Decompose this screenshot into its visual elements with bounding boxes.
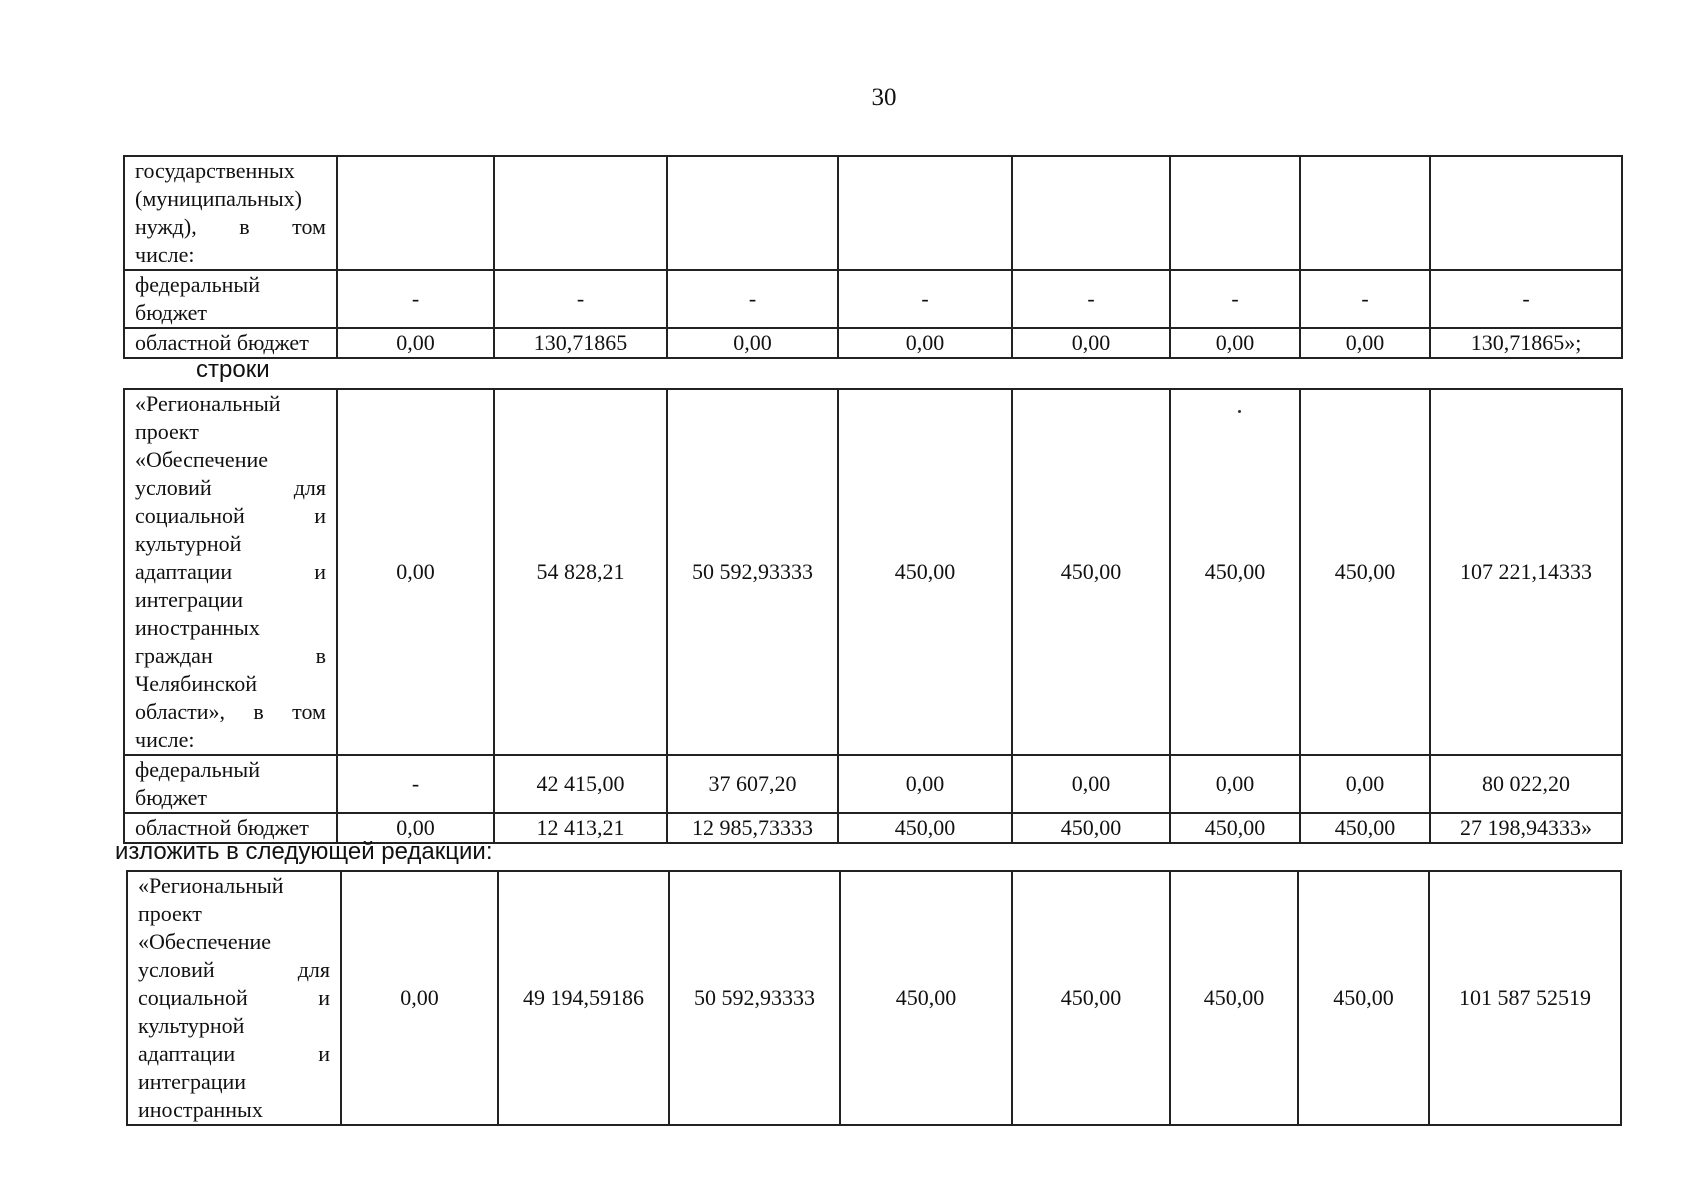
label-word: в: [253, 699, 264, 724]
label-line: интеграции: [138, 1069, 247, 1094]
table-cell: 49 194,59186: [498, 871, 669, 1125]
table-cell: 0,00: [1170, 328, 1300, 358]
table-cell: [838, 156, 1012, 270]
label-line: [138, 956, 330, 984]
table-cell: -: [337, 755, 494, 813]
row-label: [124, 755, 337, 813]
row-label: областной бюджет: [124, 328, 337, 358]
label-line: [135, 558, 326, 586]
label-line: Челябинской: [135, 671, 258, 696]
label-word: том: [292, 214, 326, 239]
label-line: (муниципальных): [135, 186, 302, 211]
table-row: [127, 871, 1621, 1125]
row-label: [124, 389, 337, 755]
table-cell: -: [1300, 270, 1430, 328]
table-cell: 0,00: [1300, 328, 1430, 358]
table-cell: 130,71865»;: [1430, 328, 1622, 358]
row-label: [124, 270, 337, 328]
table-cell: 0,00: [341, 871, 498, 1125]
table-cell: 450,00: [838, 389, 1012, 755]
budget-table-previous-rows: [123, 155, 1623, 359]
table-cell: 42 415,00: [494, 755, 667, 813]
table-cell: -: [1430, 270, 1622, 328]
label-word: том: [292, 699, 326, 724]
label-line: проект: [138, 901, 202, 926]
table-row: [124, 389, 1622, 755]
table-cell: 0,00: [838, 755, 1012, 813]
table-cell: 80 022,20: [1430, 755, 1622, 813]
table-row: [124, 755, 1622, 813]
label-line: федеральный: [135, 272, 260, 297]
table-cell: 27 198,94333»: [1430, 813, 1622, 843]
label-line: [135, 698, 326, 726]
label-line: культурной: [138, 1013, 245, 1038]
row-label: [127, 871, 341, 1125]
table-cell: 450,00: [1012, 813, 1170, 843]
row-label: областной бюджет: [124, 813, 337, 843]
label-word: нужд),: [135, 214, 197, 239]
table-cell: [337, 156, 494, 270]
table-cell: 450,00: [1170, 389, 1300, 755]
table-cell: -: [1170, 270, 1300, 328]
table-cell: 0,00: [838, 328, 1012, 358]
table-cell: 0,00: [337, 389, 494, 755]
scan-speck: [1238, 410, 1241, 413]
table-cell: 0,00: [1300, 755, 1430, 813]
label-word: в: [239, 214, 250, 239]
label-line: [135, 502, 326, 530]
table-cell: 107 221,14333: [1430, 389, 1622, 755]
table-cell: [1430, 156, 1622, 270]
table-cell: -: [1012, 270, 1170, 328]
table-cell: 0,00: [667, 328, 838, 358]
label-line: государственных: [135, 158, 295, 183]
table-cell: [667, 156, 838, 270]
row-label: [124, 156, 337, 270]
label-line: [135, 474, 326, 502]
table-cell: 450,00: [840, 871, 1012, 1125]
budget-table-old-version: [123, 388, 1623, 844]
table-cell: 0,00: [1012, 755, 1170, 813]
table-cell: 450,00: [1300, 813, 1430, 843]
label-word: социальной: [135, 503, 245, 528]
connector-text-rows: строки: [196, 356, 270, 383]
table-cell: -: [838, 270, 1012, 328]
label-word: условий: [135, 475, 212, 500]
table-cell: 50 592,93333: [667, 389, 838, 755]
table-cell: 0,00: [1012, 328, 1170, 358]
label-line: [135, 642, 326, 670]
label-line: федеральный: [135, 757, 260, 782]
table-cell: 450,00: [1300, 389, 1430, 755]
table-cell: 130,71865: [494, 328, 667, 358]
table-cell: [494, 156, 667, 270]
label-line: числе:: [135, 242, 195, 267]
table-row: [124, 328, 1622, 358]
table-cell: 37 607,20: [667, 755, 838, 813]
table-cell: 0,00: [337, 813, 494, 843]
label-line: [138, 1040, 330, 1068]
label-line: [138, 984, 330, 1012]
label-word: адаптации: [138, 1041, 236, 1066]
label-word: и: [318, 1041, 330, 1066]
label-word: условий: [138, 957, 215, 982]
label-word: для: [293, 475, 326, 500]
table-row: [124, 270, 1622, 328]
table-cell: 12 985,73333: [667, 813, 838, 843]
label-word: области»,: [135, 699, 226, 724]
label-line: иностранных: [138, 1097, 263, 1122]
label-word: и: [318, 985, 330, 1010]
label-word: адаптации: [135, 559, 233, 584]
table-cell: 450,00: [1298, 871, 1429, 1125]
table-cell: 101 587 52519: [1429, 871, 1621, 1125]
label-line: иностранных: [135, 615, 260, 640]
label-line: [135, 213, 326, 241]
label-word: в: [315, 643, 326, 668]
label-word: граждан: [135, 643, 213, 668]
table-cell: [1300, 156, 1430, 270]
table-cell: 0,00: [337, 328, 494, 358]
label-line: «Обеспечение: [135, 447, 268, 472]
label-word: и: [314, 503, 326, 528]
label-word: социальной: [138, 985, 248, 1010]
table-cell: 450,00: [1170, 871, 1298, 1125]
label-line: бюджет: [135, 785, 207, 810]
label-line: «Региональный: [135, 391, 281, 416]
table-cell: 50 592,93333: [669, 871, 840, 1125]
table-cell: -: [337, 270, 494, 328]
table-cell: 450,00: [1012, 871, 1170, 1125]
table-cell: [1170, 156, 1300, 270]
table-cell: -: [494, 270, 667, 328]
label-word: и: [314, 559, 326, 584]
label-line: проект: [135, 419, 199, 444]
table-cell: 450,00: [838, 813, 1012, 843]
connector-text-new-edition: изложить в следующей редакции:: [115, 838, 493, 865]
table-cell: 54 828,21: [494, 389, 667, 755]
page-number: 30: [871, 84, 897, 111]
table-cell: 450,00: [1012, 389, 1170, 755]
table-cell: [1012, 156, 1170, 270]
table-cell: 0,00: [1170, 755, 1300, 813]
table-cell: 450,00: [1170, 813, 1300, 843]
label-line: «Региональный: [138, 873, 284, 898]
label-line: интеграции: [135, 587, 244, 612]
label-line: числе:: [135, 727, 195, 752]
label-word: для: [297, 957, 330, 982]
label-line: «Обеспечение: [138, 929, 271, 954]
label-line: бюджет: [135, 300, 207, 325]
label-line: культурной: [135, 531, 242, 556]
table-cell: 12 413,21: [494, 813, 667, 843]
table-cell: -: [667, 270, 838, 328]
budget-table-new-version: [126, 870, 1622, 1126]
table-row: [124, 156, 1622, 270]
